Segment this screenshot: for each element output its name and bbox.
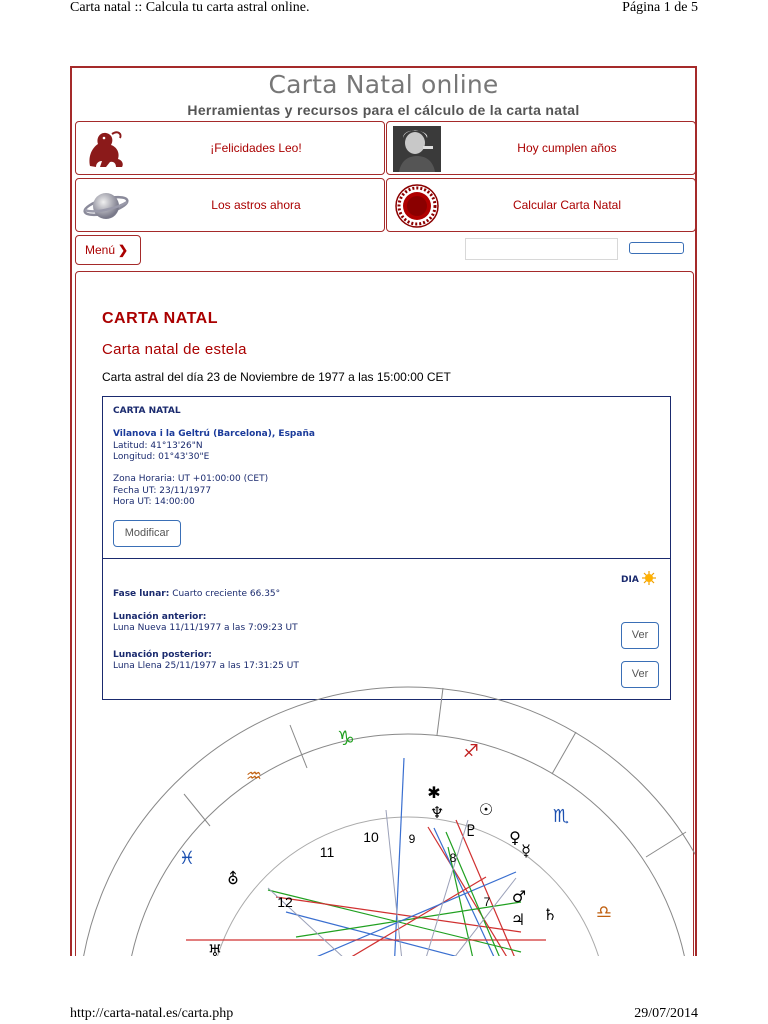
pdf-header <box>70 0 698 22</box>
uranus-icon: ♅ <box>207 941 223 960</box>
libra-icon: ♎ <box>595 902 613 923</box>
pdf-header-title: Carta natal :: Calcula tu carta astral online. <box>70 0 310 15</box>
mercury-icon: ☿ <box>521 841 531 860</box>
birth-place: Vilanova i la Geltrú (Barcelona), España <box>113 429 315 439</box>
view-prev-button[interactable]: Ver <box>621 622 659 649</box>
longitude: Longitud: 01°43'30"E <box>113 452 210 462</box>
venus-icon: ♀ <box>509 828 521 847</box>
time-ut: Hora UT: 14:00:00 <box>113 497 195 507</box>
page-url[interactable]: http://carta-natal.es/carta.php <box>70 1006 234 1021</box>
leo-icon <box>82 126 130 172</box>
house-10: 10 <box>363 829 379 845</box>
site-frame <box>70 66 697 960</box>
tile-label: Los astros ahora <box>211 198 301 212</box>
chart-intro: Carta astral del día 23 de Noviembre de 1977 a las 15:00:00 CET <box>102 370 451 384</box>
uranus-node-icon: ⛢ <box>227 869 239 888</box>
aquarius-icon: ♒ <box>245 766 263 787</box>
star-icon: ✱ <box>427 783 441 802</box>
site-title[interactable]: Carta Natal online <box>268 70 499 99</box>
main-content <box>75 271 694 960</box>
tile-calcular-carta[interactable] <box>386 178 696 232</box>
tile-label: Calcular Carta Natal <box>512 198 622 212</box>
tile-astros-ahora[interactable] <box>75 178 385 232</box>
house-7: 7 <box>483 895 491 909</box>
natal-chart-wheel <box>76 272 695 960</box>
mars-icon: ♂ <box>511 887 527 906</box>
pisces-icon: ♓ <box>178 848 196 869</box>
next-lunation-value: Luna Llena 25/11/1977 a las 17:31:25 UT <box>113 661 299 671</box>
menu-button[interactable] <box>75 235 141 265</box>
zodiac-wheel-icon <box>393 183 441 229</box>
tile-felicidades-leo[interactable] <box>75 121 385 175</box>
page-subtitle: Carta natal de estela <box>102 341 247 358</box>
view-next-button[interactable]: Ver <box>621 661 659 688</box>
house-cusps <box>268 810 516 956</box>
card-title: CARTA NATAL <box>113 406 181 416</box>
print-date: 29/07/2014 <box>634 1006 698 1021</box>
pdf-footer <box>70 1006 698 1024</box>
search-input[interactable] <box>465 238 618 260</box>
house-8: 8 <box>449 851 457 865</box>
modify-button[interactable]: Modificar <box>113 520 181 547</box>
pluto-icon: ♇ <box>463 821 479 840</box>
aspect-lines <box>186 758 546 960</box>
date-ut: Fecha UT: 23/11/1977 <box>113 486 212 496</box>
menu-label: Menú <box>85 243 116 257</box>
tile-label: ¡Felicidades Leo! <box>210 141 302 155</box>
sagittarius-icon: ♐ <box>462 741 480 762</box>
capricorn-icon: ♑ <box>337 726 355 750</box>
prev-lunation-value: Luna Nueva 11/11/1977 a las 7:09:23 UT <box>113 623 298 633</box>
site-subtitle: Herramientas y recursos para el cálculo de la carta natal <box>187 102 580 118</box>
search-button[interactable] <box>629 242 684 254</box>
house-9: 9 <box>408 832 416 846</box>
phase-value: Cuarto creciente 66.35° <box>172 589 281 599</box>
portrait-photo <box>393 126 441 172</box>
phase-label: Fase lunar: <box>113 589 170 599</box>
day-label: DIA <box>621 575 639 585</box>
saturn-glyph-icon: ♄ <box>542 905 558 924</box>
neptune-icon: ♆ <box>429 803 445 822</box>
timezone: Zona Horaria: UT +01:00:00 (CET) <box>113 474 269 484</box>
house-11: 11 <box>319 844 335 860</box>
latitude: Latitud: 41°13'26"N <box>113 441 203 451</box>
prev-lunation-label: Lunación anterior: <box>113 612 207 622</box>
house-12: 12 <box>277 894 293 910</box>
jupiter-icon: ♃ <box>510 910 526 929</box>
sun-glyph-icon: ☉ <box>478 800 494 819</box>
tile-label: Hoy cumplen años <box>517 141 617 155</box>
chevron-right-icon: ❯ <box>118 243 129 257</box>
next-lunation-label: Lunación posterior: <box>113 650 212 660</box>
page-title: CARTA NATAL <box>102 310 218 327</box>
tile-hoy-cumplen[interactable] <box>386 121 696 175</box>
saturn-icon <box>82 183 130 229</box>
scorpio-icon: ♏ <box>552 806 570 827</box>
pdf-page-number: Página 1 de 5 <box>622 0 698 15</box>
